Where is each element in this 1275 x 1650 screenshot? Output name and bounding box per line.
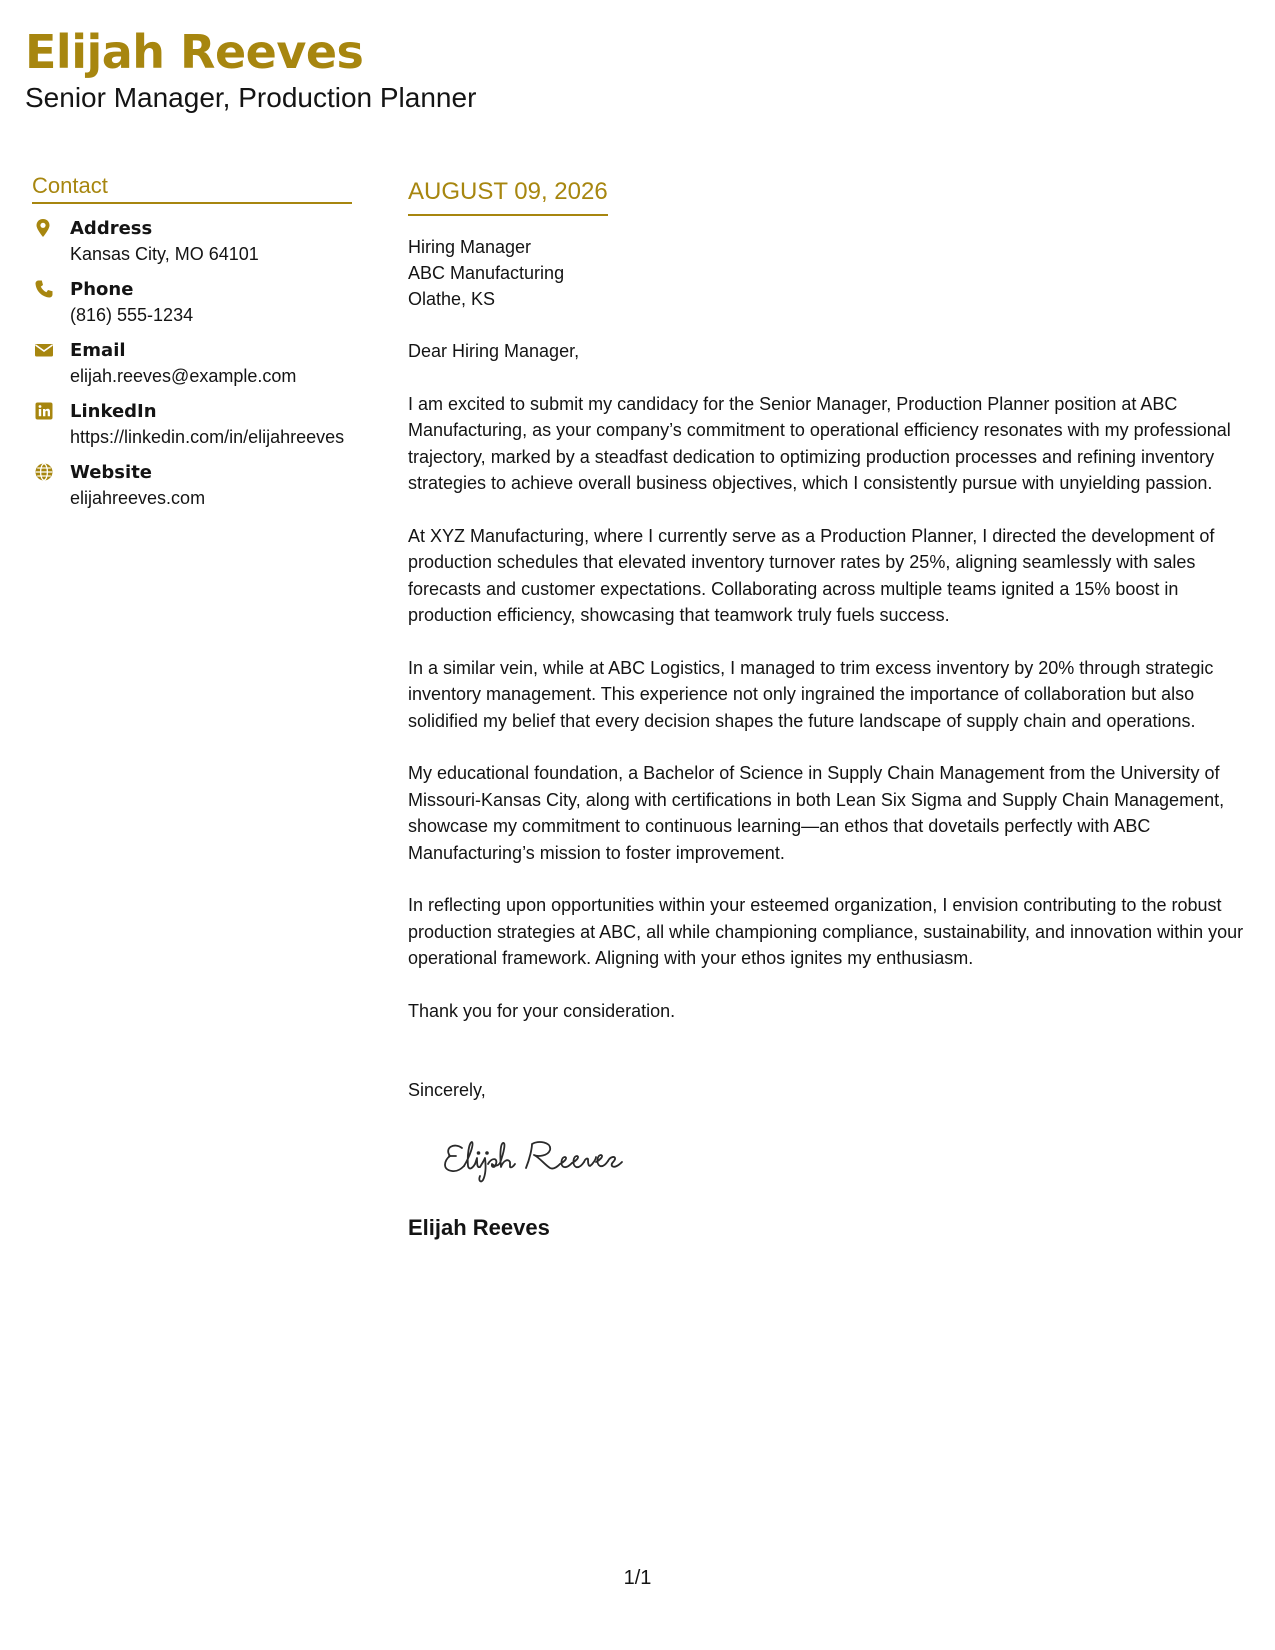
linkedin-value[interactable]: https://linkedin.com/in/elijahreeves xyxy=(70,427,345,447)
linkedin-icon xyxy=(34,401,54,421)
greeting: Dear Hiring Manager, xyxy=(408,341,580,361)
contact-sidebar xyxy=(32,172,352,521)
signer-name: Elijah Reeves xyxy=(408,1214,550,1240)
closing: Sincerely, xyxy=(408,1080,486,1100)
page-number: 1/1 xyxy=(623,1567,652,1589)
paragraph-thanks: Thank you for your consideration. xyxy=(408,1000,676,1021)
phone-value: (816) 555-1234 xyxy=(70,305,194,325)
letter-date: AUGUST 09, 2026 xyxy=(408,176,608,216)
contact-address xyxy=(32,216,352,267)
website-value[interactable]: elijahreeves.com xyxy=(70,488,206,508)
contact-email xyxy=(32,338,352,389)
address-value: Kansas City, MO 64101 xyxy=(70,244,259,264)
phone-label: Phone xyxy=(70,279,134,300)
contact-website xyxy=(32,460,352,511)
letter-content xyxy=(408,338,1253,1104)
letter-body xyxy=(408,176,1253,1242)
website-label: Website xyxy=(70,462,153,483)
recipient-block xyxy=(408,234,1253,312)
paragraph-contribution: In reflecting upon opportunities within your esteemed organization, I envision contributing to the robust production strategies at ABC, all while championing compliance, sustainability, and innovation within your operational framework. Aligning with your ethos ignites my enthusiasm. xyxy=(408,895,1244,968)
contact-phone xyxy=(32,277,352,328)
map-pin-icon xyxy=(34,218,54,238)
email-label: Email xyxy=(70,340,126,361)
linkedin-label: LinkedIn xyxy=(70,401,157,422)
paragraph-education: My educational foundation, a Bachelor of Science in Supply Chain Management from the University of Missouri-Kansas City, along with certifications in both Lean Six Sigma and Supply Chain Management, showcase my commitment to continuous learning—an ethos that dovetails perfectly with ABC Manufacturing’s mission to foster improvement. xyxy=(408,763,1225,863)
paragraph-intro: I am excited to submit my candidacy for the Senior Manager, Production Planner position at ABC Manufacturing, as your company’s commitment to operational efficiency resonates with my professional trajectory, marked by a steadfast dedication to optimizing production processes and refining inventory strategies to achieve overall business objectives, which I consistently pursue with unyielding passion. xyxy=(408,393,1231,493)
email-value[interactable]: elijah.reeves@example.com xyxy=(70,366,297,386)
applicant-name: Elijah Reeves xyxy=(25,25,364,79)
handwritten-signature xyxy=(440,1126,650,1186)
contact-heading: Contact xyxy=(32,172,352,204)
job-title: Senior Manager, Production Planner xyxy=(25,82,477,113)
recipient-title: Hiring Manager xyxy=(408,237,532,257)
recipient-company: ABC Manufacturing xyxy=(408,263,565,283)
address-label: Address xyxy=(70,218,153,239)
envelope-icon xyxy=(34,340,54,360)
contact-linkedin xyxy=(32,399,352,450)
paragraph-xyz-experience: At XYZ Manufacturing, where I currently serve as a Production Planner, I directed the development of production schedules that elevated inventory turnover rates by 25%, aligning seamlessly with sales forecasts and customer expectations. Collaborating across multiple teams ignited a 15% boost in production efficiency, showcasing that teamwork truly fuels success. xyxy=(408,525,1215,625)
paragraph-abc-logistics: In a similar vein, while at ABC Logistics, I managed to trim excess inventory by 20% through strategic inventory management. This experience not only ingrained the importance of collaboration but also solidified my belief that every decision shapes the future landscape of supply chain and operations. xyxy=(408,657,1214,731)
recipient-location: Olathe, KS xyxy=(408,289,496,309)
globe-icon xyxy=(34,462,54,482)
phone-icon xyxy=(34,279,54,299)
